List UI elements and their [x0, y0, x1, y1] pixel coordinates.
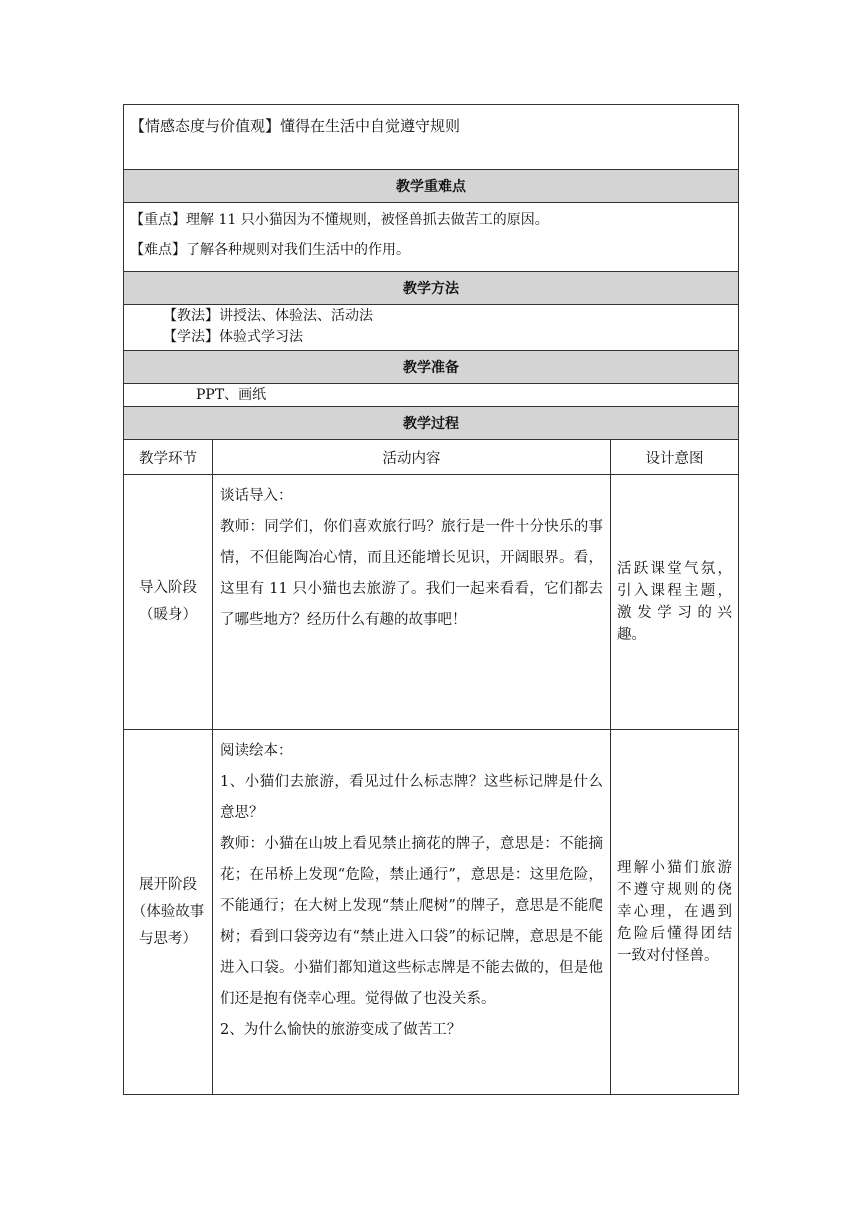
section-preparation: 教学准备 — [124, 351, 739, 384]
lesson-plan-table — [123, 104, 738, 1095]
preparation-text: PPT、画纸 — [124, 384, 739, 407]
key-point-difficulty: 【难点】了解各种规则对我们生活中的作用。 — [130, 242, 410, 258]
stage-warmup-content: 谈话导入： 教师：同学们，你们喜欢旅行吗？旅行是一件十分快乐的事情，不但能陶冶心情，而且还能增长见识，开阔眼界。看，这里有 11 只小猫也去旅游了。我们一起来看看，它们都去了哪些地方？经历什么有趣的故事吧！ — [213, 475, 611, 730]
key-points-cell — [124, 203, 739, 272]
section-process: 教学过程 — [124, 407, 739, 440]
stage-warmup-name: 导入阶段 （暖身） — [124, 475, 213, 730]
header-stage: 教学环节 — [124, 440, 213, 475]
stage-warmup-intent: 活跃课堂气氛，引入课程主题，激发学习的兴趣。 — [611, 475, 739, 730]
key-point-focus: 【重点】理解 11 只小猫因为不懂规则，被怪兽抓去做苦工的原因。 — [130, 212, 549, 228]
section-methods: 教学方法 — [124, 272, 739, 305]
stage-explore-intent: 理解小猫们旅游不遵守规则的侥幸心理，在遇到危险后懂得团结一致对付怪兽。 — [611, 730, 739, 1095]
section-key-points: 教学重难点 — [124, 170, 739, 203]
method-teaching: 【教法】讲授法、体验法、活动法 — [163, 308, 373, 324]
stage-explore-name: 展开阶段 （体验故事 与思考） — [124, 730, 213, 1095]
objective-emotion: 【情感态度与价值观】懂得在生活中自觉遵守规则 — [124, 105, 739, 170]
method-learning: 【学法】体验式学习法 — [163, 329, 303, 345]
methods-cell — [124, 305, 739, 351]
header-content: 活动内容 — [213, 440, 611, 475]
header-intent: 设计意图 — [611, 440, 739, 475]
stage-explore-content: 阅读绘本： 1、小猫们去旅游，看见过什么标志牌？这些标记牌是什么意思？ 教师：小猫在山坡上看见禁止摘花的牌子，意思是：不能摘花；在吊桥上发现“危险，禁止通行”，意思是：这里危险，不能通行；在大树上发现“禁止爬树”的牌子，意思是不能爬树；看到口袋旁边有“禁止进入口袋”的标记牌，意思是不能进入口袋。小猫们都知道这些标志牌是不能去做的，但是他们还是抱有侥幸心理。觉得做了也没关系。 2、为什么愉快的旅游变成了做苦工？ — [213, 730, 611, 1095]
